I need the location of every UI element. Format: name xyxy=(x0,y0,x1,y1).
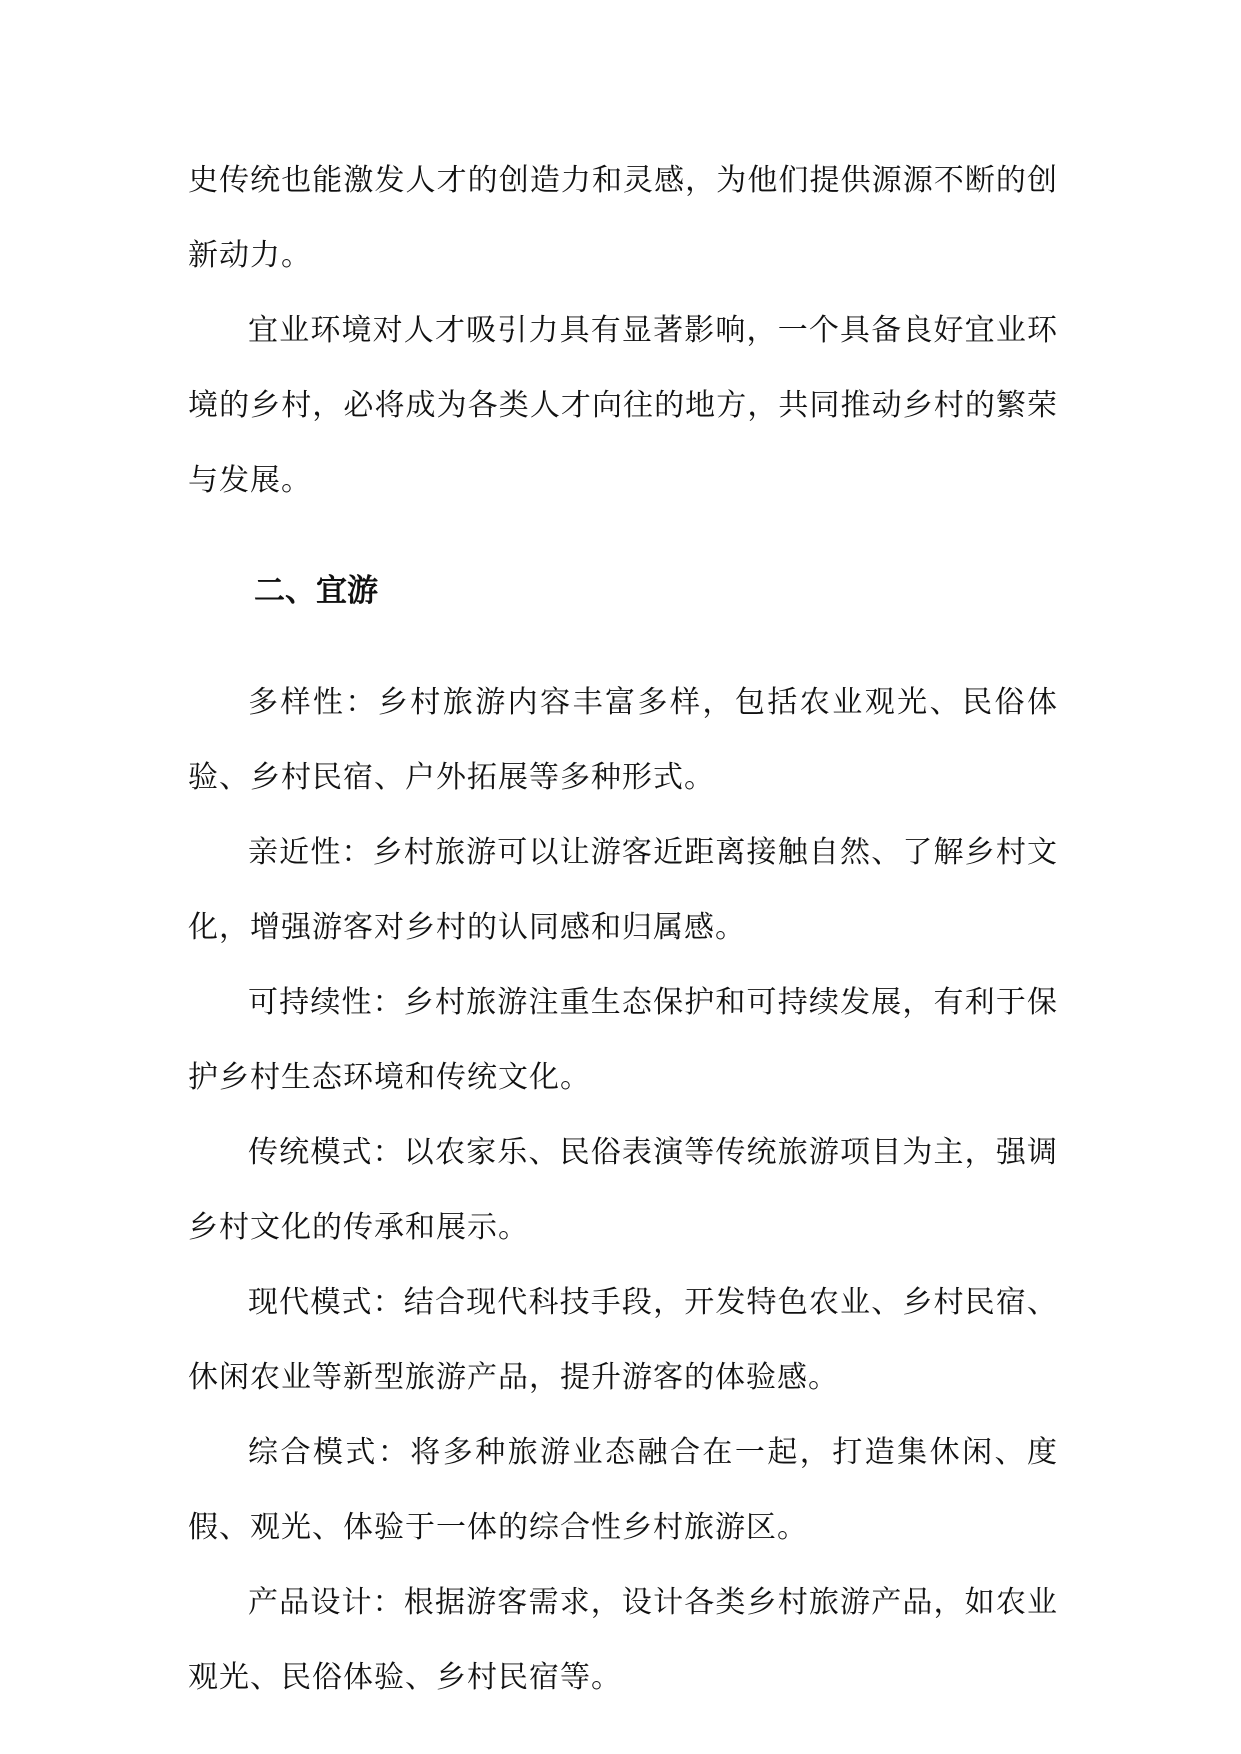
section-heading: 二、宜游 xyxy=(254,573,378,609)
paragraph-proximity: 亲近性：乡村旅游可以让游客近距离接触自然、了解乡村文化，增强游客对乡村的认同感和归属感。 xyxy=(188,835,1058,945)
paragraph-traditional-mode: 传统模式：以农家乐、民俗表演等传统旅游项目为主，强调乡村文化的传承和展示。 xyxy=(188,1135,1058,1245)
paragraph-sustainability: 可持续性：乡村旅游注重生态保护和可持续发展，有利于保护乡村生态环境和传统文化。 xyxy=(188,985,1058,1095)
paragraph-diversity: 多样性：乡村旅游内容丰富多样，包括农业观光、民俗体验、乡村民宿、户外拓展等多种形式。 xyxy=(188,685,1058,795)
paragraph-modern-mode: 现代模式：结合现代科技手段，开发特色农业、乡村民宿、休闲农业等新型旅游产品，提升游客的体验感。 xyxy=(188,1285,1058,1395)
paragraph: 宜业环境对人才吸引力具有显著影响，一个具备良好宜业环境的乡村，必将成为各类人才向往的地方，共同推动乡村的繁荣与发展。 xyxy=(188,313,1058,498)
paragraph-product-design: 产品设计：根据游客需求，设计各类乡村旅游产品，如农业观光、民俗体验、乡村民宿等。 xyxy=(188,1585,1058,1695)
document-body xyxy=(188,143,1058,1715)
paragraph-integrated-mode: 综合模式：将多种旅游业态融合在一起，打造集休闲、度假、观光、体验于一体的综合性乡村旅游区。 xyxy=(188,1435,1058,1545)
paragraph-continued: 史传统也能激发人才的创造力和灵感，为他们提供源源不断的创新动力。 xyxy=(188,163,1058,273)
